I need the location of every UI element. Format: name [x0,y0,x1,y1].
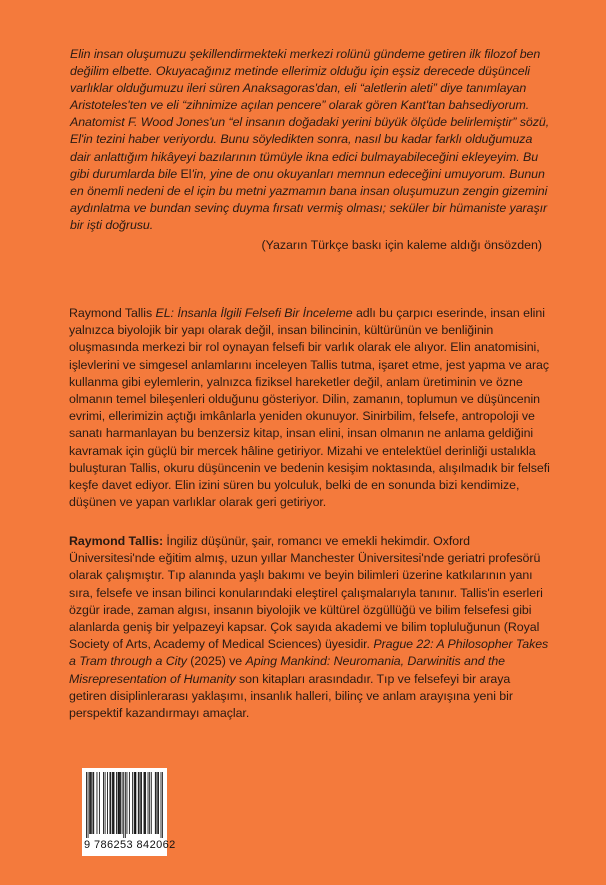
barcode-bar [135,772,136,834]
barcode-bar [90,772,91,834]
barcode-bar [93,772,94,834]
barcode-bar [112,772,113,834]
barcode-bar [129,772,130,834]
preface-quote [70,46,555,234]
barcode-bar [118,772,119,834]
barcode-bar [144,772,145,834]
barcode-bar [89,772,90,834]
barcode-bar [139,772,140,834]
barcode-bar [113,772,114,834]
barcode-bar [119,772,120,834]
barcode-bar [151,772,152,834]
isbn-digits: 9 786253 842062 [84,839,176,851]
barcode-bar [134,772,135,834]
barcode-bar [141,772,142,834]
barcode-bar [156,772,157,834]
barcode-bar [86,772,87,838]
barcode-bar [116,772,117,834]
barcode-bar [97,772,98,834]
author-name: Raymond Tallis: [69,534,164,548]
quote-source: (Yazarın Türkçe baskı için kaleme aldığı önsözden) [261,238,542,252]
barcode-bar [110,772,111,834]
barcode-bar [91,772,92,834]
barcode-bar [161,772,162,838]
barcode-bar [148,772,149,834]
barcode-bar [144,772,145,834]
barcode-bar [135,772,136,834]
book-title: EL: İnsanla İlgili Felsefi Bir İnceleme [155,306,353,320]
barcode-bar [120,772,121,834]
barcode-bar [123,772,124,838]
barcode-bar [92,772,93,834]
barcode-bar [145,772,146,834]
barcode-bar [110,772,111,834]
book-ref-prague: Prague 22: A Philosopher Takes a Tram through a City [69,637,549,669]
barcode-bar [118,772,119,834]
author-bio [69,533,551,722]
barcode-bar [132,772,133,834]
book-ref-aping: Aping Mankind: Neuromania, Darwinitis and the Misrepresentation of Humanity [69,654,506,686]
barcode-bar [114,772,115,834]
barcode-bar [162,772,163,838]
barcode-bar [138,772,139,834]
barcode-bar [140,772,141,834]
barcode-bar [122,772,123,834]
barcode-bar [103,772,104,834]
barcode-bar [149,772,150,834]
barcode-bar [99,772,100,834]
barcode-bar [158,772,159,834]
barcode-bar [107,772,108,834]
barcode-bar [105,772,106,834]
barcode-bar [125,772,126,838]
barcode-bar [88,772,89,838]
author-bio-text: Raymond Tallis: İngiliz düşünür, şair, romancı ve emekli hekimdir. Oxford Üniversitesi'nde eğitim almış, uzun yıllar Manchester Üniversitesi'nde geriatri profesörü olarak çalışmıştır. Tıp alanında yaşlı bakımı ve beyin bilimleri üzerine katkılarının yanı sıra, felsefe ve insan bilinci konularındaki eleştirel çalışmalarıyla tanınır. Tallis'in eserleri özgür irade, zaman algısı, insanın biyolojik ve kültürel özgüllüğü ve bilim felsefesi gibi alanlarda geniş bir yelpazeyi kapsar. Çok sayıda akademi ve bilim topluluğunun (Royal Society of Arts, Academy of Medical Sciences) üyesidir. Prague 22: A Philosopher Takes a Tram through a City (2025) ve Aping Mankind: Neuromania, Darwinitis and the Misrepresentation of Humanity son kitapları arasındadır. Tıp ve felsefeyi bir araya getiren disiplinlerarası yaklaşımı, insanlık halleri, bilinç ve anlam arayışına yeni bir perspektif kazandırmayı amaçlar. [69,534,549,721]
book-description [69,305,551,511]
barcode-bars [86,772,163,838]
book-description-text: Raymond Tallis EL: İnsanla İlgili Felsefi Bir İnceleme adlı bu çarpıcı eserinde, insan elini yalnızca biyolojik bir yapı olarak değil, insan bilincinin, kültürünün ve benliğinin oluşmasında merkezi bir rol oynayan felsefi bir varlık olarak ele alıyor. Elin anatomisini, işlevlerini ve simgesel anlamlarını inceleyen Tallis tutma, işaret etme, jest yapma ve araç kullanma gibi eylemlerin, yalnızca fiziksel hareketler değil, anlam üretiminin ve özne olmanın temel bileşenleri olduğunu gösteriyor. Dilin, zamanın, toplumun ve düşüncenin evrimi, ellerimizin açtığı imkânlarla yeniden okunuyor. Sinirbilim, felsefe, antropoloji ve sanatı harmanlayan bu benzersiz kitap, insan elini, insan olmanın ne anlama geldiğini kavramak için güçlü bir mercek hâline getiriyor. Mizahi ve entelektüel derinliği ustalıkla buluşturan Tallis, okuru düşüncenin ve bedenin kesişim noktasında, alışılmadık bir felsefi keşfe davet ediyor. Elin izini süren bu yolculuk, belki de en sonunda bizi kendimize, düşünen ve yapan varlıklar olarak geri getiriyor. [69,306,550,510]
preface-quote-text: Elin insan oluşumuzu şekillendirmekteki merkezi rolünü gündeme getiren ilk filozof ben değilim elbette. Okuyacağınız metinde ellerimiz olduğu için eşsiz derecede düşünceli varlıklar olduğumuzu ileri süren Anaksagoras'dan, eli “aletlerin aleti” diye tanımlayan Aristoteles'ten ve eli “zihnimize açılan pencere” olarak gören Kant'tan bahsediyorum. Anatomist F. Wood Jones'un “el insanın doğadaki yerini büyük ölçüde belirlemiştir” sözü, El'in tezini haber veriyordu. Bunu söyledikten sonra, nasıl bu kadar farklı olduğumuza dair anlattığım hikâyeyi bazılarının tümüyle ikna edici bulmayabileceğini ekleyeyim. Bu gibi durumlarda bile El'in, yine de onu okuyanları memnun edeceğini umuyorum. Bunun en önemli nedeni de el için bu metni yazmamın bana insan oluşumuzun zengin gizemini aydınlatma ve bundan sevinç duyma fırsatı vermiş olması; seküler bir hümaniste yaraşır bir işti doğrusu. [70,47,550,232]
isbn-barcode [82,768,176,856]
barcode-bar [157,772,158,834]
barcode-bar [127,772,128,834]
barcode-bar [155,772,156,834]
